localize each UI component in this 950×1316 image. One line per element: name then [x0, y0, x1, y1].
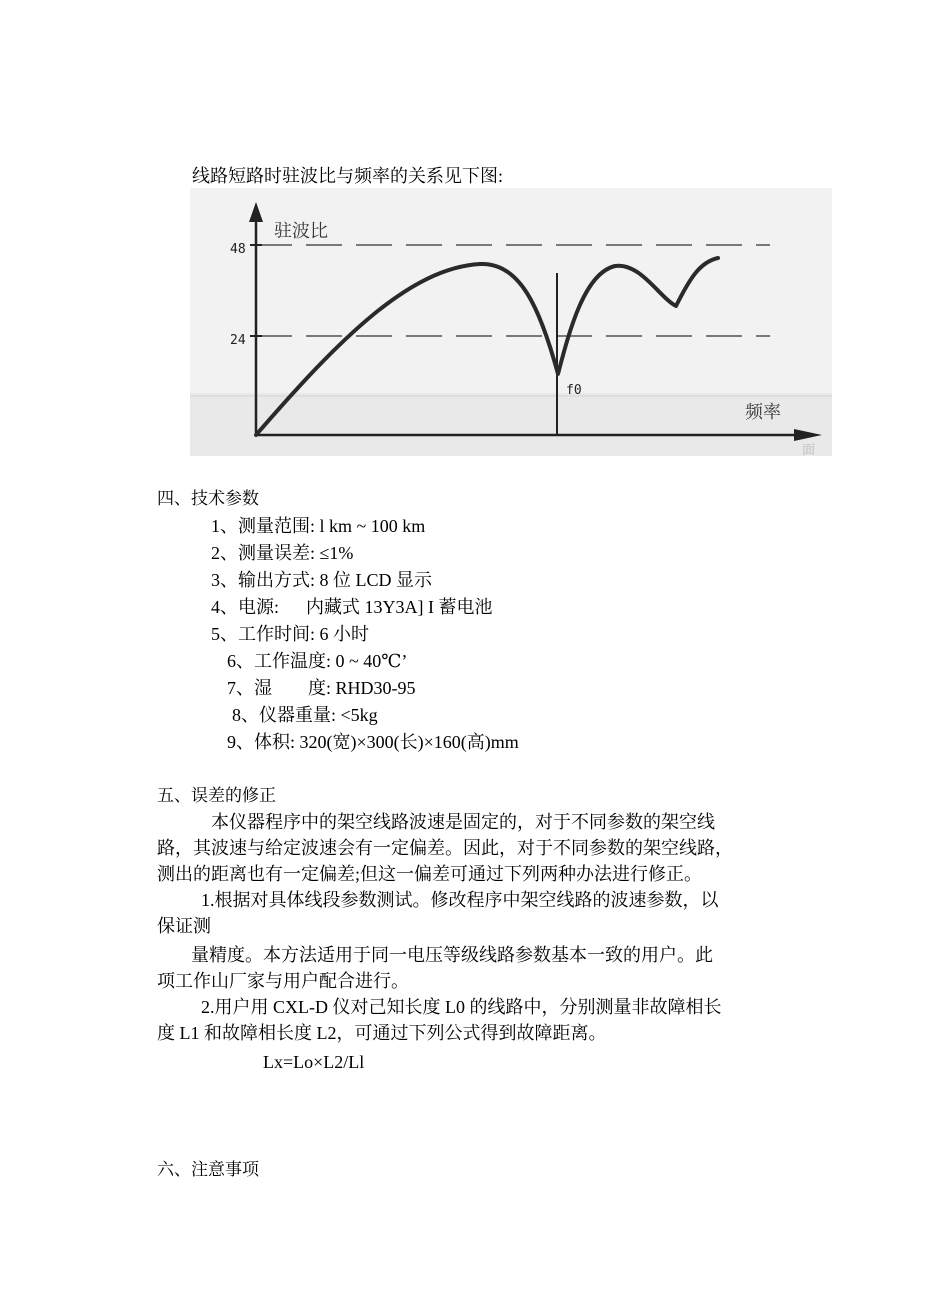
- correction-line-1: 本仪器程序中的架空线路波速是固定的，对于不同参数的架空线: [211, 812, 715, 832]
- tick-label-24: 24: [230, 333, 246, 348]
- corner-scan-text: 面: [802, 443, 816, 456]
- section-4-title: 四、技术参数: [157, 489, 259, 509]
- spec-item-2: 2、测量误差: ≤1%: [211, 543, 354, 563]
- section-5-title: 五、误差的修正: [157, 786, 276, 806]
- spec-item-9: 9、体积: 320(宽)×300(长)×160(高)mm: [227, 732, 519, 752]
- correction-line-7: 项工作山厂家与用户配合进行。: [157, 971, 409, 991]
- correction-line-6: 量精度。本方法适用于同一电压等级线路参数基本一致的用户。此: [191, 945, 713, 965]
- correction-line-5: 保证测: [157, 916, 211, 936]
- formula: Lx=Lo×L2/Ll: [263, 1052, 365, 1072]
- correction-line-4: 1.根据对具体线段参数测试。修改程序中架空线路的波速参数，以: [201, 890, 719, 910]
- correction-line-3: 测出的距离也有一定偏差;但这一偏差可通过下列两种办法进行修正。: [157, 864, 702, 884]
- correction-line-9: 度 L1 和故障相长度 L2，可通过下列公式得到故障距离。: [157, 1023, 607, 1043]
- spec-item-3: 3、输出方式: 8 位 LCD 显示: [211, 570, 433, 590]
- spec-item-4: 4、电源: 内藏式 13Y3A] I 蓄电池: [211, 597, 493, 617]
- figure-intro: 线路短路时驻波比与频率的关系见下图:: [192, 166, 503, 186]
- spec-item-5: 5、工作时间: 6 小时: [211, 624, 370, 644]
- spec-item-1: 1、测量范围: l km ~ 100 km: [211, 516, 426, 536]
- vswr-frequency-figure: [190, 188, 832, 456]
- correction-line-8: 2.用户用 CXL-D 仪对己知长度 L0 的线路中，分别测量非故障相长: [201, 997, 722, 1017]
- tick-label-48: 48: [230, 242, 246, 257]
- x-axis-label: 频率: [745, 402, 781, 423]
- spec-item-6: 6、工作温度: 0 ~ 40℃’: [227, 651, 408, 671]
- spec-item-7: 7、湿 度: RHD30-95: [227, 678, 416, 698]
- section-6-title: 六、注意事项: [157, 1160, 259, 1180]
- y-axis-label: 驻波比: [274, 221, 328, 242]
- f0-label: f0: [566, 383, 582, 398]
- correction-line-2: 路，其波速与给定波速会有一定偏差。因此，对于不同参数的架空线路，: [157, 838, 733, 858]
- spec-item-8: 8、仪器重量: <5kg: [232, 705, 378, 725]
